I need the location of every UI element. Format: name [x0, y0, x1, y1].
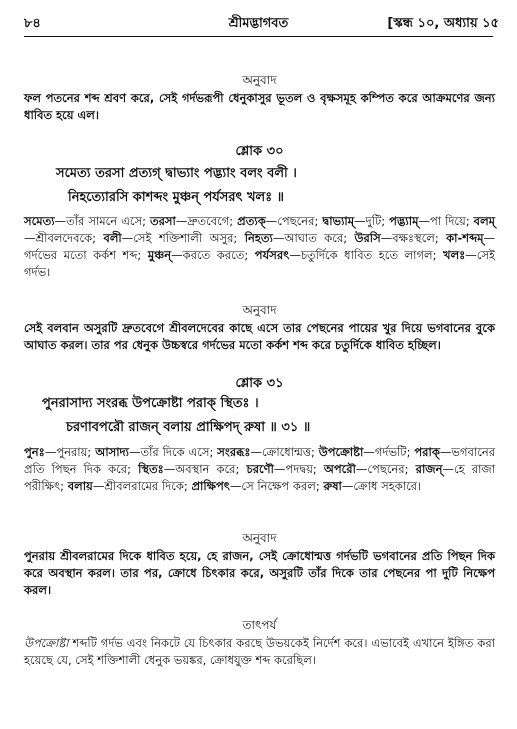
synonym-word: বলী	[103, 231, 122, 245]
synonym-meaning: —তাঁর দিকে এসে;	[128, 445, 214, 459]
synonym-word: সমেত্য	[24, 214, 55, 228]
synonym-word: পদ্ভ্যাম্	[389, 214, 419, 228]
synonym-meaning: —পেছনের;	[355, 462, 409, 476]
synonym-meaning: —পুনরায়;	[44, 445, 92, 459]
verse-30-line-2: নিহত্যোরসি কাশব্দং মুঞ্চন্ পর্যসরৎ খলঃ ॥	[68, 190, 285, 205]
synonym-meaning: —পেছনের;	[265, 214, 319, 228]
synonym-meaning: —দ্রুতবেগে;	[175, 214, 234, 228]
header-rule	[24, 36, 493, 37]
synonym-meaning: —দুটি;	[354, 214, 386, 228]
synonym-word: খলঃ	[443, 248, 466, 262]
synonym-word: সংরব্ধঃ	[217, 445, 251, 459]
purport-body: শব্দটি গর্দভ এবং নিকটে যে চিৎকার করছে উভয়কেই নির্দেশ করে। এভাবেই এখানে ইঙ্গিত করা হয়েছে যে, সেই শক্তিশালী ধেনুক ভয়ঙ্কর, ক্রোধযুক্ত শব্দ করেছিল।	[24, 636, 495, 667]
synonym-meaning: —পদদ্বয়;	[273, 462, 317, 476]
book-title: শ্রীমদ্ভাগবত	[228, 16, 289, 31]
synonym-word: অপরৌ	[323, 462, 356, 476]
synonym-word: প্রাক্ষিপৎ	[191, 479, 230, 493]
chapter-reference: [স্কন্ধ ১০, অধ্যায় ১৫	[387, 16, 499, 31]
synonym-word: মুঞ্চন্	[147, 248, 172, 262]
synonym-meaning: —বক্ষঃস্থলে;	[380, 231, 439, 245]
synonym-word: রুষা	[323, 479, 342, 493]
verse-31-heading: শ্লোক ৩১	[235, 376, 284, 391]
verse-30-line-1: সমেত্য তরসা প্রত্যগ্ দ্বাভ্যাং পদ্ভ্যাং বলং বলী ।	[56, 166, 297, 181]
verse-30-translation-heading: অনুবাদ	[242, 303, 277, 317]
synonym-meaning: —হে রাজা পরীক্ষিৎ;	[24, 462, 496, 493]
synonym-meaning: —গর্দভের মতো কর্কশ শব্দ;	[24, 231, 496, 262]
verse-31-line-2: চরণাবপরৌ রাজন্ বলায় প্রাক্ষিপদ্ রুষা ॥ ৩১ ॥	[66, 420, 311, 435]
synonym-word: স্থিতঃ	[138, 462, 164, 476]
page-number: ৮৪	[24, 16, 41, 31]
synonym-meaning: —সে নিক্ষেপ করল;	[229, 479, 320, 493]
synonym-meaning: —সেই গর্দভ।	[24, 248, 496, 279]
verse-30-synonyms	[24, 213, 495, 281]
synonym-word: চরণৌ	[246, 462, 274, 476]
synonym-meaning: —আঘাত করে;	[272, 231, 348, 245]
synonym-meaning: —অবস্থান করে;	[163, 462, 240, 476]
verse-30-translation: সেই বলবান অসুরটি দ্রুতবেগে শ্রীবলদেবের কাছে এসে তার পেছনের পায়ের খুর দিয়ে ভগবানের বুকে আঘাত করল। তার পর ধেনুক উচ্চস্বরে গর্দভের মতো কর্কশ শব্দ করে চতুর্দিকে ধাবিত হচ্ছিল।	[24, 321, 495, 352]
verse-31-translation-heading: অনুবাদ	[242, 531, 277, 545]
running-header	[14, 14, 503, 34]
synonym-word: নিহত্য	[244, 231, 273, 245]
synonym-meaning: —ক্রোধ সহকারে।	[341, 479, 422, 493]
verse-31-translation: পুনরায় শ্রীবলরামের দিকে ধাবিত হয়ে, হে রাজন, সেই ক্রোধোন্মত্ত গর্দভটি ভগবানের প্রতি পিছন দিক করে অবস্থান করল। তার পর, ক্রোধে চিৎকার করে, অসুরটি তাঁর দিকে তার পেছনের পা দুটি নিক্ষেপ করল।	[24, 549, 495, 597]
synonym-meaning: —শ্রীবলরামের দিকে;	[92, 479, 188, 493]
synonym-word: আসাদ্য	[95, 445, 129, 459]
synonym-word: উরসি	[354, 231, 381, 245]
synonym-word: পুনঃ	[24, 445, 45, 459]
verse-31-synonyms	[24, 444, 495, 495]
synonym-meaning: —করতে করতে;	[171, 248, 249, 262]
synonym-word: প্রত্যক্	[237, 214, 266, 228]
synonym-word: বলায়	[67, 479, 93, 493]
purport-heading: তাৎপর্য	[242, 618, 277, 632]
synonym-meaning: —ভগবানের প্রতি পিছন দিক করে;	[24, 445, 496, 476]
purport-text	[24, 635, 495, 669]
synonym-meaning: —চতুর্দিকে ধাবিত হতে লাগল;	[289, 248, 437, 262]
synonym-meaning: —তাঁর সামনে এসে;	[54, 214, 146, 228]
translation-heading-prev: অনুবাদ	[242, 73, 277, 87]
synonym-word: পরাক্	[414, 445, 440, 459]
synonym-word: কা-শব্দম্	[446, 231, 484, 245]
synonym-word: তরসা	[149, 214, 176, 228]
synonym-word: দ্বাভ্যাম্	[322, 214, 355, 228]
translation-text-prev: ফল পতনের শব্দ শ্রবণ করে, সেই গর্দভরূপী ধেনুকাসুর ভূতল ও বৃক্ষসমূহ কম্পিত করে আক্রমণের জন্য ধাবিত হয়ে এল।	[24, 91, 495, 122]
synonym-word: রাজন্	[415, 462, 443, 476]
purport-term: উপক্রোষ্টা	[24, 636, 69, 650]
verse-30-heading: শ্লোক ৩০	[235, 144, 284, 159]
synonym-word: উপক্রোষ্টা	[318, 445, 364, 459]
verse-31-line-1: পুনরাসাদ্য সংরব্ধ উপক্রোষ্টা পরাক্ স্থিতঃ ।	[42, 396, 259, 411]
synonym-word: বলম্	[473, 214, 496, 228]
synonym-word: পর্যসরৎ	[254, 248, 290, 262]
synonym-meaning: —শ্রীবলদেবকে;	[24, 231, 97, 245]
synonym-meaning: —পা দিয়ে;	[418, 214, 470, 228]
synonym-meaning: —গর্দভটি;	[363, 445, 411, 459]
synonym-meaning: —ক্রোধোন্মত্ত;	[250, 445, 315, 459]
synonym-meaning: —সেই শক্তিশালী অসুর;	[121, 231, 238, 245]
